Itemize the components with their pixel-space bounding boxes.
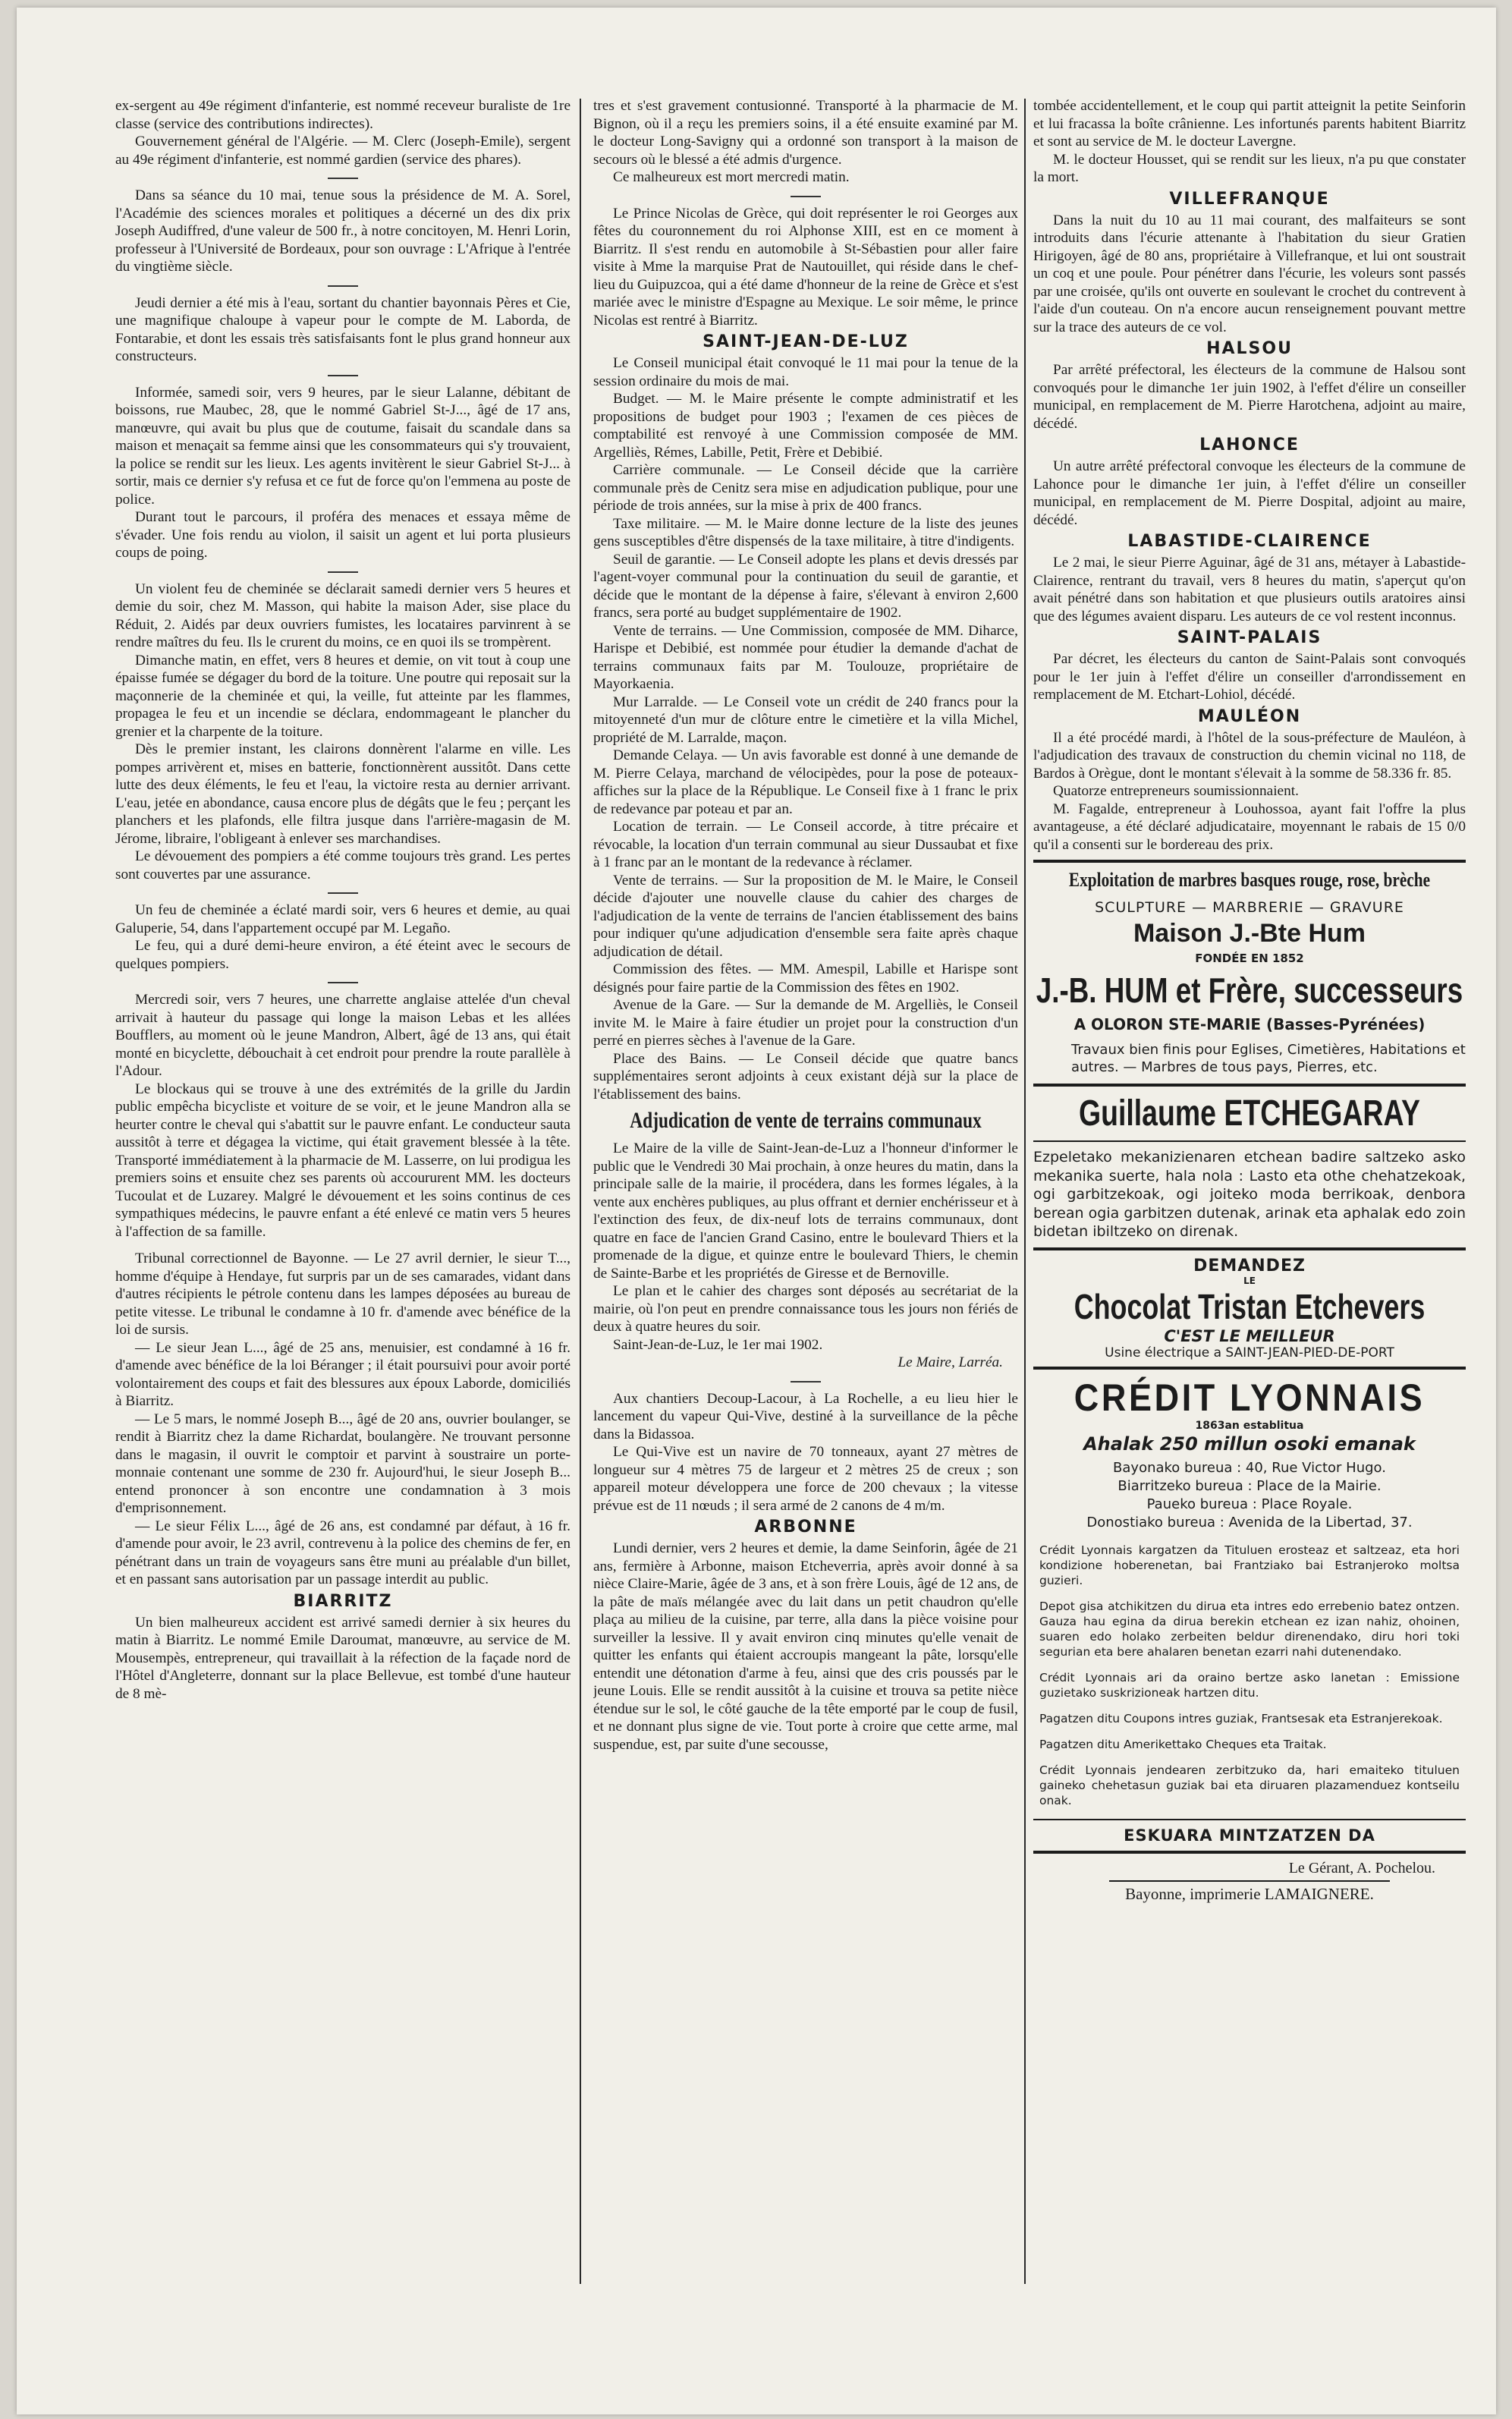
column-1 [115,97,571,1703]
paragraph: Mercredi soir, vers 7 heures, une charrette anglaise attelée d'un cheval arrivait à hauteur du passage qui longe la maison Lebas et les allées Boufflers, au moment où le jeune Mandron, Albert, âgé de 13 ans, qui était monté en bicyclette, débouchait à cet endroit pour prendre la route parallèle à l'Adour. [115,992,571,1079]
paragraph: Taxe militaire. — M. le Maire donne lecture de la liste des jeunes gens susceptibles d'être dispensés de la taxe militaire, à titre d'indigents. [593,515,1018,549]
separator [791,1381,821,1383]
paragraph: ex-sergent au 49e régiment d'infanterie, est nommé receveur buraliste de 1re classe (service des contributions indirectes). [115,98,571,132]
ad-credit-title: CRÉDIT LYONNAIS [1073,1376,1426,1419]
ad-rule [1033,1367,1466,1370]
ad-bureau: Bayonako bureua : 40, Rue Victor Hugo. [1113,1459,1386,1476]
ad-rule [1033,1851,1466,1854]
paragraph: Tribunal correctionnel de Bayonne. — Le 27 avril dernier, le sieur T..., homme d'équipe à Hendaye, fut surpris par un de ses camarades, vidant dans d'autres récipients le pétrole contenu dans les lampes déposées au bureau de petite vitesse. Le tribunal le condamne à 10 fr. d'amende avec bénéfice de la loi de sursis. [115,1250,571,1338]
paragraph: — Le sieur Félix L..., âgé de 26 ans, est condamné par défaut, à 16 fr. d'amende pour avoir, le 23 avril, contrevenu à la police des chemins de fer, en pénétrant dans un train de voyageurs sans être muni au préalable d'un billet, et en passant sans autorisation par un passage interdit au public. [115,1518,571,1587]
paragraph: Dès le premier instant, les clairons donnèrent l'alarme en ville. Les pompes arrivèrent et, mises en batterie, fonctionnèrent aussitôt. Dans cette lutte des deux éléments, le feu et l'eau, la victoire resta au dernier arrivant. L'eau, jetée en abondance, causa encore plus de dégâts que le feu ; perçant les planchers et les plafonds, elle filtra jusque dans l'arrière-magasin de M. Jérome, libraire, l'obligeant à enlever ses marchandises. [115,741,571,847]
paragraph: Demande Celaya. — Un avis favorable est donné à une demande de M. Pierre Celaya, marchand de vélocipèdes, pour la pose de poteaux-affiches sur la place de la République. Le Conseil fixe à 1 franc le prix de redevance par poteau et par an. [593,747,1018,817]
gerant-line: Le Gérant, A. Pochelou. [1288,1859,1435,1876]
ad-credit-text: Pagatzen ditu Coupons intres guziak, Frantsesak eta Estranjerekoak. [1039,1711,1443,1725]
separator [328,178,358,179]
paragraph: Mur Larralde. — Le Conseil vote un crédit de 240 francs pour la mitoyenneté d'un mur de clôture entre le cimetière et la villa Michel, propriété de M. Larralde, maçon. [593,694,1018,746]
paragraph: Ce malheureux est mort mercredi matin. [613,169,850,185]
ad-rule [1033,1819,1466,1820]
ad-le: LE [1243,1275,1256,1286]
paragraph: Dans sa séance du 10 mai, tenue sous la présidence de M. A. Sorel, l'Académie des sciences morales et politiques a décerné un des dix prix Joseph Audiffred, d'une valeur de 500 fr., à notre concitoyen, M. Henri Lorin, professeur à l'Université de Bordeaux, pour son ouvrage : L'Afrique à l'entrée du vingtième siècle. [115,187,571,275]
ad-credit-text: Depot gisa atchikitzen du dirua eta intres edo errebenio batez ontzen. Gauza hau egina da dirua berekin etchean ez izan nahiz, ohoinen, suaren edo holako zerbeiten beldur direnendako, diru hori toki segurian eta bere ahalaren benetan ezarri nahi dutenendako. [1039,1599,1460,1659]
paragraph: Un autre arrêté préfectoral convoque les électeurs de la commune de Lahonce pour le dimanche 1er juin, à l'effet d'élire un conseiller municipal, en remplacement de M. Pierre Dospital, adjoint au maire, décédé. [1033,458,1466,528]
ad-rule [1109,1880,1390,1882]
ad-rule [1033,1084,1466,1087]
ad-marbres [1033,869,1466,1076]
ad-bureau: Donostiako bureua : Avenida de la Libertad, 37. [1086,1514,1413,1530]
paragraph: Par arrêté préfectoral, les électeurs de la commune de Halsou sont convoqués pour le dimanche 1er juin 1902, à l'effet d'élire un conseiller municipal, en remplacement de M. Pierre Harotchena, adjoint au maire, décédé. [1033,362,1466,432]
ad-demandez: DEMANDEZ [1193,1256,1306,1276]
ad-chocolat-title: Chocolat Tristan Etchevers [1073,1286,1426,1326]
paragraph: Saint-Jean-de-Luz, le 1er mai 1902. [613,1336,823,1353]
column-2 [593,97,1018,1754]
paragraph: Lundi dernier, vers 2 heures et demie, la dame Seinforin, âgée de 21 ans, fermière à Arbonne, maison Etcheverria, après avoir donné à sa nièce Claire-Marie, âgée de 3 ans, et à son frère Louis, âgé de 12 ans, de la pâte de maïs mélangée avec du lait dans un petit chaudron qu'elle plaça au milieu de la cuisine, par terre, alla dans la pièce voisine pour surveiller la lessive. Il y avait environ cinq minutes qu'elle venait de quitter les enfants qui étaient accroupis mangeant la pâte, lorsqu'elle entendit une détonation d'arme à feu, ainsi que des cris poussés par le jeune Louis. Elle se rendit aussitôt à la cuisine et trouva sa petite nièce étendue sur le sol, le côté gauche de la tête emporté par le coup de fusil, et ne donnant plus signe de vie. Tout porte à croire que cette arme, mal suspendue, est, par suite d'une secousse, [593,1540,1018,1753]
ad-meilleur: C'EST LE MEILLEUR [1164,1326,1335,1345]
heading-adjudication: Adjudication de vente de terrains communaux [630,1108,982,1133]
ad-rule [1033,1247,1466,1250]
paragraph: — Le sieur Jean L..., âgé de 25 ans, menuisier, est condamné à 16 fr. d'amende avec bénéfice de la loi Béranger ; il était poursuivi pour avoir porté volontairement des coups et fait des blessures aux époux Laborde, domiciliés à Biarritz. [115,1339,571,1409]
paragraph: Un bien malheureux accident est arrivé samedi dernier à six heures du matin à Biarritz. Le nommé Emile Daroumat, manœuvre, au service de M. Mousempès, entrepreneur, qui travaillait à la réfection de la façade nord de l'Hôtel d'Angleterre, donnant sur la place Bellevue, est tombé d'une hauteur de 8 mè- [115,1614,571,1702]
heading-arbonne: ARBONNE [754,1518,857,1537]
heading-halsou: HALSOU [1206,339,1293,358]
paragraph: Quatorze entrepreneurs soumissionnaient. [1053,783,1299,799]
heading-mauleon: MAULÉON [1197,706,1302,726]
paragraph: Vente de terrains. — Sur la proposition de M. le Maire, le Conseil décide d'ajouter une nouvelle clause du cahier des charges de l'adjudication de la vente de terrains de l'ancien établissement des bains pour indiquer qu'une adjudication d'ensemble sera faite après chaque adjudication de détail. [593,872,1018,960]
paragraph: Le blockaus qui se trouve à une des extrémités de la grille du Jardin public empêcha bicycliste et voiture de se voir, et le jeune Mandron alla se heurter contre le cheval qui s'abattit sur le pauvre enfant. Le conducteur sauta aussitôt à terre et dégagea la victime, qui était gravement blessée à la tête. Transporté immédiatement à la pharmacie de M. Lasserre, on lui prodigua les premiers soins et ensuite chez ses parents où accoururent MM. les docteurs Tucoulat et de Luzarey. Malgré le dévouement et les soins continus de ces sympathiques médecins, le pauvre enfant a été enlevé ce matin vers 5 heures à l'affection de sa famille. [115,1081,571,1240]
paragraph: Le Prince Nicolas de Grèce, qui doit représenter le roi Georges aux fêtes du couronnement du roi Alphonse XIII, est en ce moment à Biarritz. Il s'est rendu en automobile à St-Sébastien pour aller faire visite à Mme la marquise Prat de Nautouillet, qui réside dans le chef-lieu du Guipuzcoa, qui a été dame d'honneur de la reine de Grèce et s'est mariée avec le ministre d'Espagne au Mexique. Le soir même, le prince Nicolas est rentré à Biarritz. [593,205,1018,329]
ad-maison: Maison J.-Bte Hum [1133,919,1366,948]
ad-bureau: Biarritzeko bureua : Place de la Mairie. [1117,1477,1382,1494]
paragraph: Par décret, les électeurs du canton de Saint-Palais sont convoqués pour le 1er juin à l'effet d'élire un conseiller d'arrondissement en remplacement de M. Etchart-Lohiol, décédé. [1033,651,1466,703]
paragraph: Le Qui-Vive est un navire de 70 tonneaux, ayant 27 mètres de longueur sur 4 mètres 75 de largeur et 2 mètres 25 de creux ; son appareil moteur développera une force de 200 chevaux ; la vitesse prévue est de 11 nœuds ; il sera armé de 2 canons de 4 m/m. [593,1444,1018,1514]
ad-fondee: FONDÉE EN 1852 [1195,952,1304,965]
ad-ahalak: Ahalak 250 millun osoki emanak [1083,1433,1416,1455]
paragraph: Le feu, qui a duré demi-heure environ, a été éteint avec le secours de quelques pompiers. [115,938,571,972]
heading-labastide-clairence: LABASTIDE-CLAIRENCE [1127,532,1372,551]
paragraph: Un feu de cheminée a éclaté mardi soir, vers 6 heures et demie, au quai Galuperie, 54, dans l'appartement occupé par M. Legaño. [115,902,571,936]
paragraph: Il a été procédé mardi, à l'hôtel de la sous-préfecture de Mauléon, à l'adjudication des travaux de construction du chemin vicinal no 118, de Bardos à Orègue, dont le montant s'élevait à la somme de 58.336 fr. 85. [1033,729,1466,782]
separator [328,892,358,894]
paragraph: Vente de terrains. — Une Commission, composée de MM. Diharce, Harispe et Debibié, est nommée pour étudier la demande d'achat de terrains communaux faits par M. Toulouze, propriétaire de Mayorkaenia. [593,622,1018,692]
paragraph: tombée accidentellement, et le coup qui partit atteignit la petite Seinforin et lui fracassa la boîte crânienne. Les infortunés parents habitent Biarritz et sont au service de M. le docteur Lavergne. [1033,98,1466,149]
separator [328,285,358,287]
ad-credit-text: Crédit Lyonnais ari da oraino bertze asko lanetan : Emissione guzietako suskrizioneak hartzen ditu. [1039,1670,1460,1700]
heading-lahonce: LAHONCE [1199,436,1300,455]
paragraph: M. le docteur Housset, qui se rendit sur les lieux, n'a pu que constater la mort. [1033,151,1466,185]
ad-jbhum: J.-B. HUM et Frère, successeurs [1036,970,1463,1010]
paragraph: — Le 5 mars, le nommé Joseph B..., âgé de 20 ans, ouvrier boulanger, se rendit à Biarritz chez la dame Richardat, boulangère. Ne trouvant personne dans le magasin, il ouvrit le comptoir et parvint à soustraire un porte-monnaie contenant une somme de 230 fr. Aujourd'hui, le sieur Joseph B... entend prononcer à son encontre une condamnation à 3 mois d'emprisonnement. [115,1411,571,1516]
ad-oloron: A OLORON STE-MARIE (Basses-Pyrénées) [1073,1015,1426,1033]
paragraph: Un violent feu de cheminée se déclarait samedi dernier vers 5 heures et demie du soir, chez M. Masson, qui habite la maison Ader, sise place du Réduit, 2. Aidés par deux ouvriers fumistes, les locataires parvinrent à se rendre maîtres du feu. Ils le crurent du moins, ce en quoi ils se trompèrent. [115,580,571,650]
paragraph: Place des Bains. — Le Conseil décide que quatre bancs supplémentaires seront adjoints à ceux existant déjà sur la place de l'établissement des bains. [593,1050,1018,1103]
newspaper-page [17,8,1496,2414]
imprimerie-line: Bayonne, imprimerie LAMAIGNERE. [1125,1884,1374,1903]
paragraph: Commission des fêtes. — MM. Amespil, Labille et Harispe sont désignés pour faire partie de la Commission des fêtes en 1902. [593,961,1018,996]
ad-chocolat [1033,1257,1466,1360]
column-rule-1 [580,99,581,2284]
separator [328,982,358,983]
paragraph: Avenue de la Gare. — Sur la demande de M. Argelliès, le Conseil invite M. le Maire à faire étudier un projet pour la construction d'un perré en pierres sèches à l'avenue de la Gare. [593,997,1018,1049]
paragraph: Le Conseil municipal était convoqué le 11 mai pour la tenue de la session ordinaire du mois de mai. [593,355,1018,389]
ad-rule [1033,1140,1466,1142]
paragraph: Le 2 mai, le sieur Pierre Aguinar, âgé de 31 ans, métayer à Labastide-Clairence, rentrant du travail, vers 8 heures du matin, s'aperçut qu'on avait pénétré dans son habitation et que plusieurs outils aratoires ainsi que des légumes avaient disparu. Les auteurs de ce vol restent inconnus. [1033,555,1466,624]
paragraph: Gouvernement général de l'Algérie. — M. Clerc (Joseph-Emile), sergent au 49e régiment d'infanterie, est nommé gardien (service des phares). [115,134,571,168]
paragraph: Budget. — M. le Maire présente le compte administratif et les propositions de budget pour 1903 ; l'examen de ces pièces de comptabilité est renvoyé à une Commission composée de MM. Argelliès, Rémes, Labille, Petit, Frère et Debibié. [593,391,1018,461]
ad-guillaume: Guillaume ETCHEGARAY [1078,1093,1421,1134]
heading-saint-jean-de-luz: SAINT-JEAN-DE-LUZ [703,332,909,351]
paragraph: Le dévouement des pompiers a été comme toujours très grand. Les pertes sont couvertes par une assurance. [115,848,571,882]
separator [791,196,821,197]
paragraph: Seuil de garantie. — Le Conseil adopte les plans et devis dressés par l'agent-voyer communal pour la continuation du seuil de garantie, et décide que le montant de la dépense à faire, s'élevant à environ 2,600 francs, sera porté au budget supplémentaire de 1902. [593,551,1018,621]
ad-basque-text: Ezpeletako mekanizienaren etchean badire saltzeko asko mekanika suerte, hala nola : Lasto eta othe chehatzekoak, ogi garbitzekoak, ogi joiteko moda berrikoak, denbora berean ogia garbitzen dutenak, arinak eta aphalak edo zoin bidetan ibiltzeko on direnak. [1033,1149,1466,1240]
signature-maire: Le Maire, Larréa. [897,1354,1003,1370]
column-3 [1033,97,1466,1904]
heading-villefranque: VILLEFRANQUE [1169,189,1330,209]
heading-saint-palais: SAINT-PALAIS [1177,628,1322,647]
paragraph: Le plan et le cahier des charges sont déposés au secrétariat de la mairie, où l'on peut en prendre connaissance tous les jours non fériés de deux à quatre heures du soir. [593,1283,1018,1335]
paragraph: Durant tout le parcours, il proféra des menaces et essaya même de s'évader. Une fois rendu au violon, il saisit un agent et lui porta plusieurs coups de poing. [115,509,571,561]
paragraph: Carrière communale. — Le Conseil décide que la carrière communale près de Cenitz sera mise en adjudication publique, pour une période de trois années, sur la mise à prix de 400 francs. [593,462,1018,514]
paragraph: Location de terrain. — Le Conseil accorde, à titre précaire et révocable, la location d'un terrain communal au sieur Dussaubat et fixe à 1 franc par an le montant de la redevance à réclamer. [593,819,1018,870]
separator [328,571,358,573]
paragraph: Jeudi dernier a été mis à l'eau, sortant du chantier bayonnais Pères et Cie, une magnifique chaloupe à vapeur pour le compte de M. Laborda, de Fontarabie, et dont les essais très satisfaisants font le plus grand honneur aux constructeurs. [115,294,571,364]
ad-bureau: Paueko bureua : Place Royale. [1146,1496,1353,1512]
paragraph: Dimanche matin, en effet, vers 8 heures et demie, on vit tout à coup une épaisse fumée se dégager du bord de la toiture. Une poutre qui reposait sur la maçonnerie de la cheminée et qui, la veille, fut atteinte par les flammes, propagea le feu et un incendie se déclara, endommageant le plancher du grenier et la charpente de la toiture. [115,652,571,740]
ad-credit-text: Crédit Lyonnais jendearen zerbitzuko da, hari emaiteko tituluen gaineko chehetasun guziak bai eta diruaren plazamenduez kontseilu onak. [1039,1763,1460,1807]
paragraph: tres et s'est gravement contusionné. Transporté à la pharmacie de M. Bignon, où il a reçu les premiers soins, il a été ensuite examiné par M. le docteur Long-Savigny qui a ordonné son transport à la maison de secours où le blessé a été admis d'urgence. [593,98,1018,168]
ad-credit-text: Pagatzen ditu Amerikettako Cheques eta Traitak. [1039,1737,1327,1751]
ad-credit-lyonnais [1033,1376,1466,1845]
ad-eskuara: ESKUARA MINTZATZEN DA [1124,1826,1375,1845]
paragraph: M. Fagalde, entrepreneur à Louhossoa, ayant fait l'offre la plus avantageuse, a été déclaré adjudicataire, moyennant le rabais de 15 0/0 qu'il a consenti sur le bordereau des prix. [1033,801,1466,853]
ad-travaux: Travaux bien finis pour Eglises, Cimetières, Habitations et autres. — Marbres de tous pays, Pierres, etc. [1071,1042,1466,1075]
ad-rule [1033,860,1466,863]
separator [328,375,358,376]
paragraph: Le Maire de la ville de Saint-Jean-de-Luz a l'honneur d'informer le public que le Vendredi 30 Mai prochain, à onze heures du matin, dans la principale salle de la mairie, il procédera, dans les formes légales, à la vente aux enchères publiques, au plus offrant et dernier enchérisseur et à l'extinction des feux, de dix-neuf lots de terrains communaux, dont quatre en face de l'ancien Grand Casino, entre le boulevard Thiers et la promenade de la digue, et quinze entre le boulevard Thiers, le chemin de Sainte-Barbe et les propriétés de Giresse et de Bernoville. [593,1140,1018,1282]
paragraph: Aux chantiers Decoup-Lacour, à La Rochelle, a eu lieu hier le lancement du vapeur Qui-Vive, destiné à la surveillance de la pêche dans la Bidassoa. [593,1390,1018,1442]
paragraph: Dans la nuit du 10 au 11 mai courant, des malfaiteurs se sont introduits dans l'écurie attenante à l'habitation du sieur Gratien Hirigoyen, âgé de 80 ans, propriétaire à Villefranque, et lui ont soustrait un coq et une poule. Pour pénétrer dans l'écurie, les voleurs sont passés par une croisée, qu'ils ont ouverte en soulevant le crochet du contrevent à l'aide d'un couteau. On n'a encore aucun renseignement pouvant mettre sur la trace des auteurs de ce vol. [1033,212,1466,335]
column-rule-2 [1024,99,1026,2284]
paragraph: Informée, samedi soir, vers 9 heures, par le sieur Lalanne, débitant de boissons, rue Maubec, 28, que le nommé Gabriel St-J..., âgé de 17 ans, manœuvre, qui avait bu plus que de coutume, faisait du scandale dans sa maison et menaçait sa femme ainsi que les consommateurs qui s'y trouvaient, la police se rendit sur les lieux. Les agents invitèrent le sieur Gabriel St-J... à sortir, mais ce dernier s'y refusa et ce fut de force qu'on l'emmena au poste de police. [115,384,571,508]
ad-usine: Usine électrique a SAINT-JEAN-PIED-DE-PORT [1105,1345,1394,1360]
ad-marbres-title: Exploitation de marbres basques rouge, rose, brèche [1068,869,1431,891]
heading-biarritz: BIARRITZ [293,1591,393,1611]
ad-etchegaray [1033,1093,1466,1241]
ad-estab: 1863an establitua [1195,1419,1304,1432]
ad-credit-text: Crédit Lyonnais kargatzen da Tituluen erosteaz et saltzeaz, eta hori kondizione hoberenetan, bai Frantziako bai Estranjeroko moltsa guzieri. [1039,1543,1460,1587]
ad-sculpture-line: SCULPTURE — MARBRERIE — GRAVURE [1095,899,1404,916]
